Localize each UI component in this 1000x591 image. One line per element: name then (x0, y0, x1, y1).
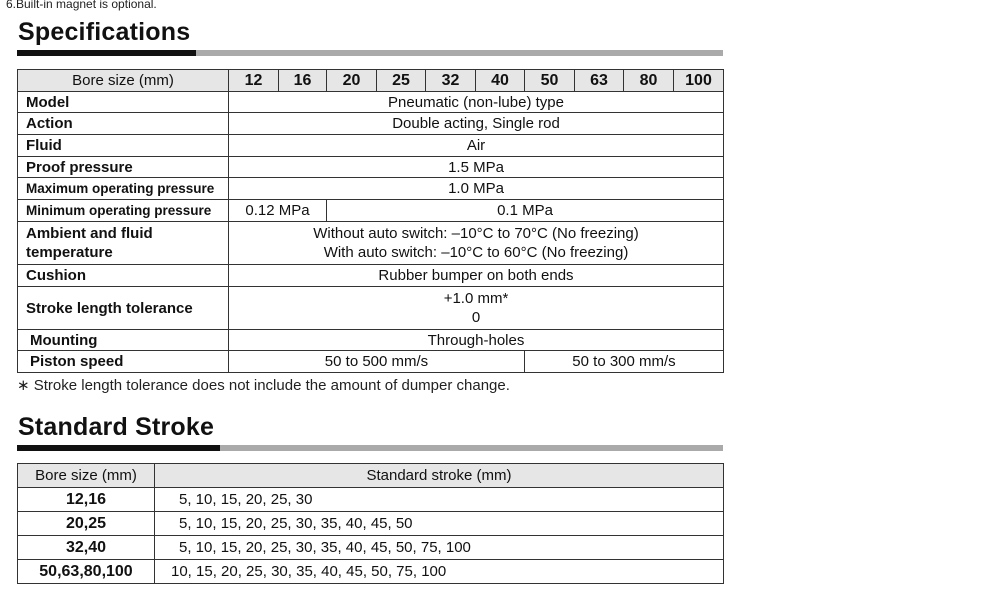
stroke-values-cell: 5, 10, 15, 20, 25, 30, 35, 40, 45, 50, 75, 100 (155, 536, 724, 560)
proof-pressure-label: Proof pressure (18, 157, 229, 178)
bore-16: 16 (279, 70, 327, 92)
model-row (18, 92, 724, 113)
max-operating-pressure-row (18, 178, 724, 200)
stroke-bore-cell: 12,16 (18, 488, 155, 512)
table-row (18, 536, 724, 560)
standard-stroke-column-header: Standard stroke (mm) (155, 464, 724, 488)
stroke-bore-cell: 32,40 (18, 536, 155, 560)
mounting-label: Mounting (18, 330, 229, 351)
standard-stroke-table (17, 463, 724, 584)
stroke-length-tolerance-row (18, 287, 724, 330)
stroke-bore-cell: 50,63,80,100 (18, 560, 155, 584)
bore-63: 63 (575, 70, 624, 92)
top-note: 6.Built-in magnet is optional. (6, 0, 157, 11)
bore-size-header: Bore size (mm) (18, 70, 229, 92)
table-row (18, 488, 724, 512)
action-value: Double acting, Single rod (229, 113, 724, 135)
stroke-length-tolerance-value: +1.0 mm* 0 (229, 287, 724, 330)
standard-stroke-title: Standard Stroke (18, 413, 215, 441)
cushion-row (18, 265, 724, 287)
piston-speed-value-small: 50 to 500 mm/s (229, 351, 525, 373)
proof-pressure-value: 1.5 MPa (229, 157, 724, 178)
action-row (18, 113, 724, 135)
fluid-value: Air (229, 135, 724, 157)
standard-stroke-title-bar (17, 445, 723, 451)
mounting-row (18, 330, 724, 351)
bore-100: 100 (674, 70, 724, 92)
model-value: Pneumatic (non-lube) type (229, 92, 724, 113)
bore-12: 12 (229, 70, 279, 92)
cushion-label: Cushion (18, 265, 229, 287)
specifications-title-bar (17, 50, 723, 56)
action-label: Action (18, 113, 229, 135)
proof-pressure-row (18, 157, 724, 178)
min-operating-pressure-label: Minimum operating pressure (18, 200, 229, 222)
specifications-table (17, 69, 724, 373)
bore-50: 50 (525, 70, 575, 92)
min-operating-pressure-row (18, 200, 724, 222)
stroke-values-cell: 5, 10, 15, 20, 25, 30 (155, 488, 724, 512)
model-label: Model (18, 92, 229, 113)
bore-20: 20 (327, 70, 377, 92)
max-operating-pressure-label: Maximum operating pressure (18, 178, 229, 200)
max-operating-pressure-value: 1.0 MPa (229, 178, 724, 200)
bore-40: 40 (476, 70, 525, 92)
specifications-title: Specifications (18, 18, 191, 46)
bore-25: 25 (377, 70, 426, 92)
piston-speed-value-large: 50 to 300 mm/s (525, 351, 724, 373)
stroke-tolerance-footnote: ∗ Stroke length tolerance does not include the amount of dumper change. (17, 377, 510, 394)
table-row (18, 560, 724, 584)
bore-32: 32 (426, 70, 476, 92)
stroke-values-cell: 5, 10, 15, 20, 25, 30, 35, 40, 45, 50 (155, 512, 724, 536)
min-operating-pressure-value-12: 0.12 MPa (229, 200, 327, 222)
bore-size-row (18, 70, 724, 92)
ambient-temperature-row (18, 222, 724, 265)
cushion-value: Rubber bumper on both ends (229, 265, 724, 287)
ambient-temperature-label: Ambient and fluid temperature (18, 222, 229, 265)
stroke-bore-cell: 20,25 (18, 512, 155, 536)
bore-size-column-header: Bore size (mm) (18, 464, 155, 488)
min-operating-pressure-value-rest: 0.1 MPa (327, 200, 724, 222)
fluid-label: Fluid (18, 135, 229, 157)
table-row (18, 512, 724, 536)
piston-speed-label: Piston speed (18, 351, 229, 373)
bore-80: 80 (624, 70, 674, 92)
stroke-length-tolerance-label: Stroke length tolerance (18, 287, 229, 330)
mounting-value: Through-holes (229, 330, 724, 351)
stroke-header-row (18, 464, 724, 488)
piston-speed-row (18, 351, 724, 373)
fluid-row (18, 135, 724, 157)
stroke-values-cell: 10, 15, 20, 25, 30, 35, 40, 45, 50, 75, 100 (155, 560, 724, 584)
ambient-temperature-value: Without auto switch: –10°C to 70°C (No freezing) With auto switch: –10°C to 60°C (No freezing) (229, 222, 724, 265)
